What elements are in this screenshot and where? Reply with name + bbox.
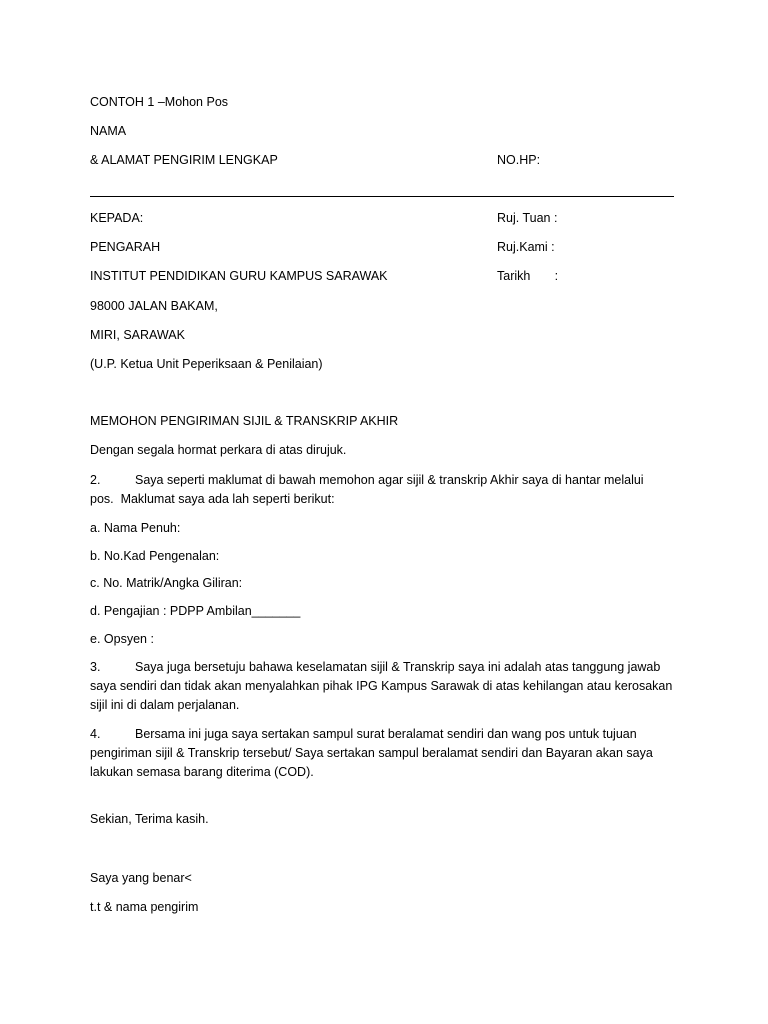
recipient-address-line1: 98000 JALAN BAKAM,: [90, 299, 218, 313]
paragraph-4-line3: lakukan semasa barang diterima (COD).: [90, 765, 314, 779]
signature-label: t.t & nama pengirim: [90, 900, 199, 914]
paragraph-3-line2: saya sendiri dan tidak akan menyalahkan pihak IPG Kampus Sarawak di atas kehilangan atau kerosakan: [90, 679, 673, 693]
list-item-full-name: a. Nama Penuh:: [90, 521, 181, 535]
paragraph-4-line2: pengiriman sijil & Transkrip tersebut/ Saya sertakan sampul beralamat sendiri dan Bayaran akan saya: [90, 746, 653, 760]
paragraph-number: 4.: [90, 727, 101, 741]
paragraph-3-line1: [90, 658, 660, 677]
paragraph-2-line2: pos. Maklumat saya ada lah seperti berikut:: [90, 492, 335, 506]
list-item-study: d. Pengajian : PDPP Ambilan_______: [90, 604, 301, 618]
recipient-title: PENGARAH: [90, 240, 161, 254]
recipient-institution: INSTITUT PENDIDIKAN GURU KAMPUS SARAWAK: [90, 269, 388, 283]
ref-kami: Ruj.Kami :: [497, 240, 555, 254]
paragraph-text: Saya juga bersetuju bahawa keselamatan sijil & Transkrip saya ini adalah atas tanggung jawab: [135, 660, 661, 674]
recipient-attention: (U.P. Ketua Unit Peperiksaan & Penilaian): [90, 357, 323, 371]
ref-tuan: Ruj. Tuan :: [497, 211, 558, 225]
sender-address-label: & ALAMAT PENGIRIM LENGKAP: [90, 153, 278, 167]
recipient-label: KEPADA:: [90, 211, 144, 225]
divider-line: [90, 196, 674, 197]
opening-line: Dengan segala hormat perkara di atas dirujuk.: [90, 443, 347, 457]
closing-thanks: Sekian, Terima kasih.: [90, 812, 209, 826]
list-item-matric: c. No. Matrik/Angka Giliran:: [90, 576, 243, 590]
list-item-option: e. Opsyen :: [90, 632, 154, 646]
paragraph-number: 3.: [90, 660, 101, 674]
paragraph-text: Saya seperti maklumat di bawah memohon agar sijil & transkrip Akhir saya di hantar melalui: [135, 473, 644, 487]
paragraph-4-line1: [90, 725, 637, 744]
sender-name-label: NAMA: [90, 124, 127, 138]
subject-line: MEMOHON PENGIRIMAN SIJIL & TRANSKRIP AKHIR: [90, 414, 399, 428]
phone-label: NO.HP:: [497, 153, 541, 167]
paragraph-3-line3: sijil ini di dalam perjalanan.: [90, 698, 240, 712]
paragraph-2-line1: [90, 471, 644, 490]
date-label: Tarikh :: [497, 269, 559, 283]
list-item-ic: b. No.Kad Pengenalan:: [90, 549, 220, 563]
paragraph-text: Bersama ini juga saya sertakan sampul surat beralamat sendiri dan wang pos untuk tujuan: [135, 727, 637, 741]
paragraph-number: 2.: [90, 473, 101, 487]
closing-yours: Saya yang benar<: [90, 871, 192, 885]
recipient-address-line2: MIRI, SARAWAK: [90, 328, 185, 342]
template-title: CONTOH 1 –Mohon Pos: [90, 95, 229, 109]
